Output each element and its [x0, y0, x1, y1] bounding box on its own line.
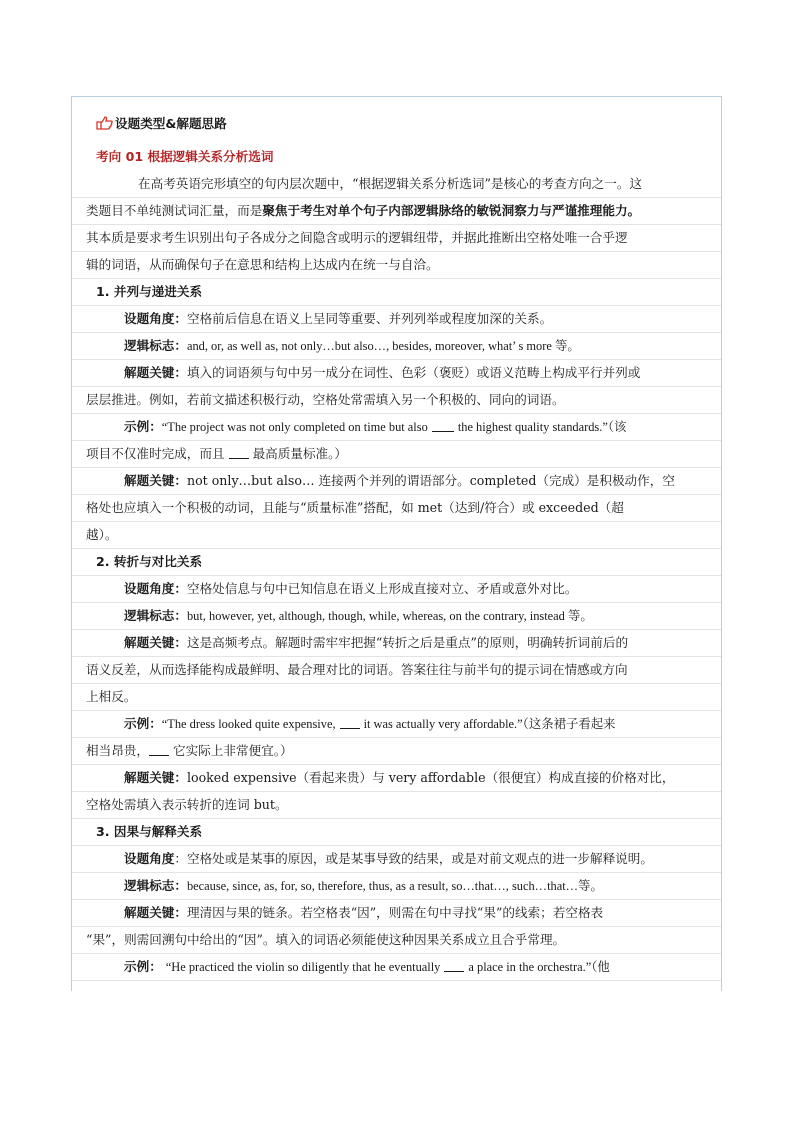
section-title: 考向 01 根据逻辑关系分析选词 [96, 149, 274, 164]
blank [229, 447, 249, 459]
text: it was actually very affordable.”（这条裙子看起来 [363, 717, 616, 731]
text: a place in the orchestra.”（他 [468, 960, 610, 974]
s1-solution-3: 越）。 [72, 522, 722, 549]
subsection-title-2: 2. 转折与对比关系 [72, 549, 722, 576]
s2-angle [72, 576, 722, 603]
s2-key-3: 上相反。 [72, 684, 722, 711]
intro-line-1: 在高考英语完形填空的句内层次题中，“根据逻辑关系分析选词”是核心的考查方向之一。这 [72, 171, 722, 198]
section-header [72, 110, 722, 138]
blank [444, 960, 464, 972]
text: “The project was not only completed on time but also [161, 420, 428, 434]
text: “He practiced the violin so diligently that he eventually [165, 960, 441, 974]
intro-text: 类题目不单纯测试词汇量，而是 [86, 203, 263, 218]
text: but, however, yet, although, though, while, whereas, on the contrary, instead 等。 [186, 609, 593, 623]
text: 理清因与果的链条。若空格表“因”，则需在句中寻找“果”的线索；若空格表 [186, 905, 604, 920]
pointing-hand-icon [96, 112, 113, 140]
s2-key-1 [72, 630, 722, 657]
s1-example-1 [72, 414, 722, 441]
s3-key-2: “果”，则需回溯句中给出的“因”。填入的词语必须能使这种因果关系成立且合乎常理。 [72, 927, 722, 954]
s1-key-2: 层层推进。例如，若前文描述积极行动，空格处常需填入另一个积极的、同向的词语。 [72, 387, 722, 414]
subsection-title-1: 1. 并列与递进关系 [72, 279, 722, 306]
s1-solution-2: 格处也应填入一个积极的动词，且能与“质量标准”搭配，如 met（达到/符合）或 exceeded（超 [72, 495, 722, 522]
s2-example-2 [72, 738, 722, 765]
label: 逻辑标志： [124, 608, 187, 623]
text: 相当昂贵， [86, 743, 149, 758]
label: 解题关键： [124, 905, 187, 920]
label: 示例： [124, 716, 162, 731]
content-frame [71, 96, 722, 991]
text: the highest quality standards.”（该 [457, 420, 627, 434]
text: ：空格处或是某事的原因，或是某事导致的结果，或是对前文观点的进一步解释说明。 [174, 851, 653, 866]
text: 空格处信息与句中已知信息在语义上形成直接对立、矛盾或意外对比。 [186, 581, 578, 596]
text: 项目不仅准时完成，而且 [86, 446, 225, 461]
s1-example-2 [72, 441, 722, 468]
label: 解题关键： [124, 365, 187, 380]
label: 设题角度： [124, 311, 187, 326]
text: 最高质量标准。） [252, 446, 348, 461]
intro-line-2 [72, 198, 722, 225]
text: 这是高频考点。解题时需牢牢把握“转折之后是重点”的原则，明确转折词前后的 [186, 635, 629, 650]
label: 示例： [124, 419, 162, 434]
subsection-title-3: 3. 因果与解释关系 [72, 819, 722, 846]
text: and, or, as well as, not only…but also…, besides, moreover, what’ s more 等。 [186, 339, 580, 353]
blank [432, 420, 454, 432]
label: 解题关键： [124, 635, 187, 650]
s1-markers [72, 333, 722, 360]
s2-markers [72, 603, 722, 630]
text: looked expensive（看起来贵）与 very affordable（很便宜）构成直接的价格对比， [186, 770, 675, 785]
s3-angle [72, 846, 722, 873]
label: 示例： [124, 959, 162, 974]
blank [340, 717, 360, 729]
blank [149, 744, 169, 756]
text: 它实际上非常便宜。） [172, 743, 293, 758]
intro-emphasis: 聚焦于考生对单个句子内部逻辑脉络的敏锐洞察力与严谨推理能力。 [262, 203, 641, 218]
label: 解题关键： [124, 473, 187, 488]
s1-angle [72, 306, 722, 333]
s3-markers [72, 873, 722, 900]
s3-key-1 [72, 900, 722, 927]
s3-example-1 [72, 954, 722, 981]
label: 设题角度： [124, 581, 187, 596]
s2-key-2: 语义反差，从而选择能构成最鲜明、最合理对比的词语。答案往往与前半句的提示词在情感或方向 [72, 657, 722, 684]
text: because, since, as, for, so, therefore, thus, as a result, so…that…, such…that…等。 [186, 879, 603, 893]
text: “The dress looked quite expensive, [161, 717, 336, 731]
label: 逻辑标志： [124, 338, 187, 353]
label: 逻辑标志： [124, 878, 187, 893]
s2-example-1 [72, 711, 722, 738]
header-title: 设题类型&解题思路 [115, 116, 227, 131]
s1-solution-1 [72, 468, 722, 495]
label: 解题关键： [124, 770, 187, 785]
text: 填入的词语须与句中另一成分在词性、色彩（褒贬）或语义范畴上构成平行并列或 [186, 365, 641, 380]
label: 设题角度 [124, 851, 175, 866]
s2-solution-1 [72, 765, 722, 792]
intro-line-4: 辑的词语，从而确保句子在意思和结构上达成内在统一与自洽。 [72, 252, 722, 279]
text: not only…but also… 连接两个并列的谓语部分。completed（完成）是积极动作，空 [186, 473, 675, 488]
text: 空格前后信息在语义上呈同等重要、并列列举或程度加深的关系。 [186, 311, 553, 326]
s2-solution-2: 空格处需填入表示转折的连词 but。 [72, 792, 722, 819]
s1-key-1 [72, 360, 722, 387]
intro-line-3: 其本质是要求考生识别出句子各成分之间隐含或明示的逻辑纽带，并据此推断出空格处唯一合乎逻 [72, 225, 722, 252]
